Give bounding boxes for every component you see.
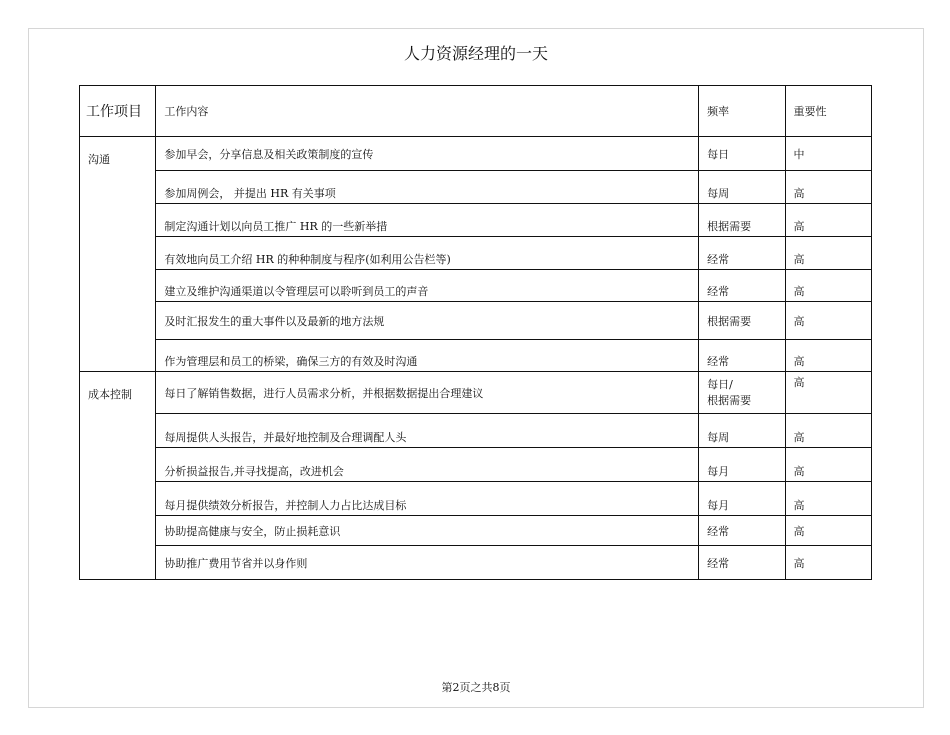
duty-table	[79, 85, 872, 580]
row-content: 作为管理层和员工的桥梁，确保三方的有效及时沟通	[156, 340, 699, 372]
page-footer: 第2页之共8页	[441, 681, 511, 694]
header-work-content: 工作内容	[156, 86, 699, 137]
row-content: 参加早会，分享信息及相关政策制度的宣传	[156, 137, 699, 171]
row-content: 及时汇报发生的重大事件以及最新的地方法规	[156, 302, 699, 340]
row-importance: 高	[785, 340, 871, 372]
category-communication: 沟通	[80, 137, 156, 372]
row-importance: 高	[785, 171, 871, 204]
row-frequency: 每周	[699, 171, 785, 204]
row-frequency: 经常	[699, 516, 785, 546]
table-row	[80, 171, 872, 204]
row-content: 每月提供绩效分析报告，并控制人力占比达成目标	[156, 482, 699, 516]
row-content: 每日了解销售数据，进行人员需求分析，并根据数据提出合理建议	[156, 372, 699, 414]
row-content: 协助推广费用节省并以身作则	[156, 546, 699, 580]
table-header-row	[80, 86, 872, 137]
table-row	[80, 516, 872, 546]
frequency-line: 根据需要	[707, 393, 752, 407]
table-row	[80, 137, 872, 171]
table-row	[80, 546, 872, 580]
header-importance: 重要性	[785, 86, 871, 137]
row-importance: 高	[785, 414, 871, 448]
frequency-line: 每日/	[707, 377, 733, 391]
row-content: 建立及维护沟通渠道以令管理层可以聆听到员工的声音	[156, 270, 699, 302]
row-importance: 高	[785, 204, 871, 237]
table-row	[80, 414, 872, 448]
row-importance: 高	[785, 372, 871, 414]
table-row	[80, 448, 872, 482]
row-frequency: 根据需要	[699, 302, 785, 340]
row-frequency: 经常	[699, 237, 785, 270]
header-frequency: 频率	[699, 86, 785, 137]
table-row	[80, 372, 872, 414]
document-page	[28, 28, 924, 708]
row-content: 制定沟通计划以向员工推广 HR 的一些新举措	[156, 204, 699, 237]
row-frequency: 每日	[699, 137, 785, 171]
row-importance: 高	[785, 482, 871, 516]
table-row	[80, 237, 872, 270]
table-row	[80, 204, 872, 237]
row-content: 参加周例会， 并提出 HR 有关事项	[156, 171, 699, 204]
row-frequency: 每月	[699, 482, 785, 516]
row-content: 协助提高健康与安全，防止损耗意识	[156, 516, 699, 546]
row-content: 分析损益报告,并寻找提高，改进机会	[156, 448, 699, 482]
row-importance: 高	[785, 546, 871, 580]
row-importance: 中	[785, 137, 871, 171]
row-content: 有效地向员工介绍 HR 的种种制度与程序(如利用公告栏等)	[156, 237, 699, 270]
row-frequency	[699, 372, 785, 414]
row-importance: 高	[785, 237, 871, 270]
row-importance: 高	[785, 516, 871, 546]
table-row	[80, 302, 872, 340]
row-frequency: 根据需要	[699, 204, 785, 237]
page-title: 人力资源经理的一天	[403, 44, 548, 63]
row-frequency: 每周	[699, 414, 785, 448]
table-row	[80, 340, 872, 372]
row-importance: 高	[785, 270, 871, 302]
row-frequency: 经常	[699, 546, 785, 580]
row-importance: 高	[785, 448, 871, 482]
row-content: 每周提供人头报告，并最好地控制及合理调配人头	[156, 414, 699, 448]
table-row	[80, 482, 872, 516]
row-frequency: 每月	[699, 448, 785, 482]
header-work-item: 工作项目	[80, 86, 156, 137]
table-row	[80, 270, 872, 302]
row-importance: 高	[785, 302, 871, 340]
category-cost-control: 成本控制	[80, 372, 156, 580]
row-frequency: 经常	[699, 270, 785, 302]
row-frequency: 经常	[699, 340, 785, 372]
